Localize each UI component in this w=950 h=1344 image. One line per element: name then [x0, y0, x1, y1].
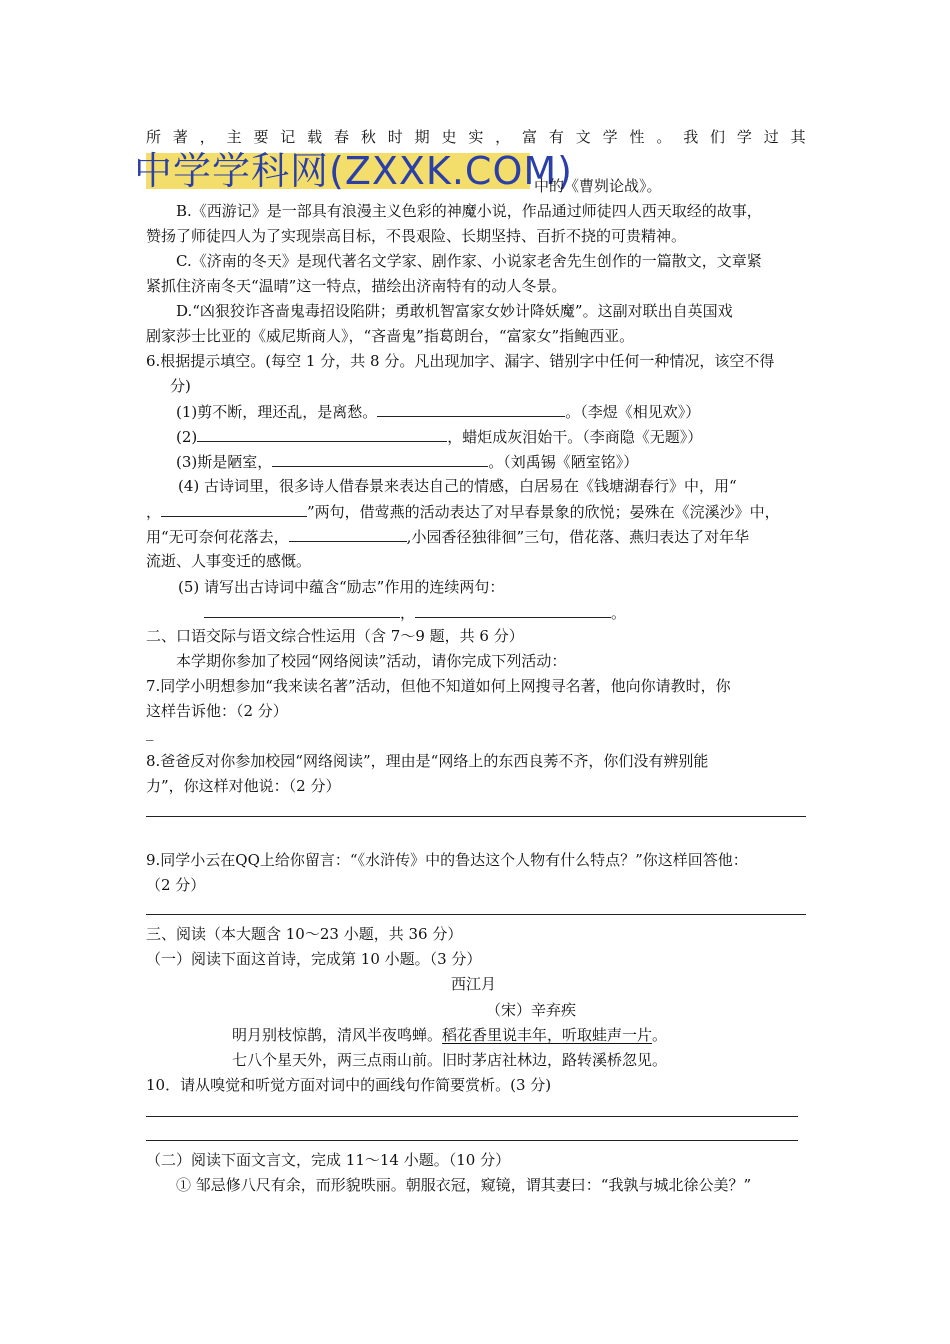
q6-item4-line3 [146, 526, 749, 547]
poem-line1-underlined: 稻花香里说丰年，听取蛙声一片 [442, 1026, 653, 1044]
option-a-char: ， [199, 128, 215, 146]
q6-item1-source: 。（李煜《相见欢》） [565, 403, 701, 421]
section2-intro: 本学期你参加了校园“网络阅读”活动，请你完成下列活动： [176, 652, 567, 670]
option-a-char: 要 [253, 128, 269, 146]
option-a-char: 们 [710, 128, 726, 146]
option-a-char: 我 [683, 128, 699, 146]
option-a-char: 时 [387, 128, 403, 146]
q10-answer-line1[interactable] [146, 1116, 798, 1117]
poem-line1-first: 明月别枝惊鹊，清风半夜鸣蝉。 [232, 1026, 443, 1044]
q6-item5-blank2[interactable] [415, 602, 611, 618]
poem-line1 [232, 1025, 667, 1045]
q6-item4-line3-tail: ,小园香径独徘徊”三句，借花落、燕归表达了对年华 [406, 528, 750, 546]
option-c-line2: 紧抓住济南冬天“温晴”这一特点，描绘出济南特有的动人冬景。 [146, 277, 567, 295]
q6-item1-blank[interactable] [377, 401, 565, 417]
section2-title: 二、口语交际与语文综合性运用（含 7～9 题，共 6 分） [146, 627, 524, 645]
poem-line1-end: 。 [652, 1026, 668, 1044]
option-a-char: 性 [629, 128, 645, 146]
option-a-char: 主 [226, 128, 242, 146]
section3-title: 三、阅读（本大题含 10～23 小题，共 36 分） [146, 925, 463, 943]
q6-item1 [176, 401, 700, 422]
option-b-line2: 赞扬了师徒四人为了实现崇高目标，不畏艰险、长期坚持、百折不挠的可贵精神。 [146, 227, 687, 245]
q8-answer-line[interactable] [146, 816, 806, 817]
q6-item3-source: 。（刘禹锡《陋室铭》） [488, 453, 639, 471]
q10-answer-line2[interactable] [146, 1140, 798, 1141]
q9-answer-line[interactable] [146, 914, 806, 915]
q7-line2: 这样告诉他：（2 分） [146, 702, 288, 720]
q6-item5-blanks [204, 602, 626, 623]
part1-instruction: （一）阅读下面这首诗，完成第 10 小题。（3 分） [146, 950, 482, 968]
q7-line1: 7.同学小明想参加“我来读名著”活动，但他不知道如何上网搜寻名著，他向你请教时，你 [146, 677, 731, 695]
q6-item3-text: (3)斯是陋室， [176, 453, 273, 471]
q6-item2-number: (2) [176, 428, 198, 446]
option-b-line1: B.《西游记》是一部具有浪漫主义色彩的神魔小说，作品通过师徒四人西天取经的故事， [176, 202, 762, 220]
watermark-logo: 中学学科网(ZXXK.COM) [134, 149, 573, 193]
option-a-char: 期 [414, 128, 430, 146]
q6-item1-text: (1)剪不断，理还乱，是离愁。 [176, 403, 378, 421]
q8-line2: 力”，你这样对他说：（2 分） [146, 777, 341, 795]
option-a-char: 史 [441, 128, 457, 146]
q6-item3-blank[interactable] [272, 451, 488, 467]
q6-item4-line2-text: ”两句，借莺燕的活动表达了对早春景象的欣悦；晏殊在《浣溪沙》中， [307, 503, 780, 521]
classical-text-para1: ① 邹忌修八尺有余，而形貌昳丽。朝服衣冠，窥镜，谓其妻曰：“我孰与城北徐公美？” [176, 1176, 752, 1194]
q9-line1: 9.同学小云在QQ上给你留言：“《水浒传》中的鲁达这个人物有什么特点？”你这样回答他： [146, 851, 748, 869]
q6-item4-line2 [146, 501, 780, 522]
option-c-line1: C.《济南的冬天》是现代著名文学家、剧作家、小说家老舍先生创作的一篇散文，文章紧 [176, 252, 762, 270]
q6-item5-end: 。 [611, 604, 627, 622]
option-a-char: ， [495, 128, 511, 146]
q6-item4-comma: ， [146, 503, 162, 521]
q6-item5-blank1[interactable] [204, 602, 400, 618]
q6-item4-line4: 流逝、人事变迁的感慨。 [146, 552, 312, 570]
q6-item2-blank[interactable] [197, 426, 447, 442]
option-a-char: 著 [172, 128, 188, 146]
part2-instruction: （二）阅读下面文言文，完成 11～14 小题。（10 分） [146, 1151, 511, 1169]
q6-item4-line3-text: 用“无可奈何花落去， [146, 528, 289, 546]
option-a-char: 所 [146, 128, 162, 146]
option-a-char: 秋 [360, 128, 376, 146]
q6-item4-blank1[interactable] [161, 501, 307, 517]
option-a-line1 [146, 127, 806, 147]
option-a-char: 学 [736, 128, 752, 146]
q10-text: 10．请从嗅觉和听觉方面对词中的画线句作简要赏析。(3 分) [146, 1076, 552, 1094]
poem-author: （宋）辛弃疾 [486, 1001, 577, 1019]
poem-title: 西江月 [451, 975, 497, 993]
poem-line2: 七八个星天外，两三点雨山前。旧时茅店社林边，路转溪桥忽见。 [232, 1051, 668, 1069]
q6-item5-line1: (5) 请写出古诗词中蕴含“励志”作用的连续两句： [178, 578, 505, 596]
q6-item4-blank2[interactable] [289, 526, 407, 542]
option-a-char: 文 [575, 128, 591, 146]
option-a-line2-tail: 中的《曹刿论战》。 [534, 177, 662, 195]
q6-instruction-line2: 分) [170, 377, 191, 395]
option-a-char: 。 [656, 128, 672, 146]
q6-item5-comma: ， [400, 604, 416, 622]
q6-instruction-line1: 6.根据提示填空。(每空 1 分，共 8 分。凡出现加字、漏字、错别字中任何一种情况，该空不得 [146, 352, 775, 370]
option-a-char: 富 [522, 128, 538, 146]
option-a-char: 记 [280, 128, 296, 146]
option-a-char: 实 [468, 128, 484, 146]
q6-item4-line1: (4) 古诗词里，很多诗人借春景来表达自己的情感，白居易在《钱塘湖春行》中，用“ [178, 477, 737, 495]
q8-line1: 8.爸爸反对你参加校园“网络阅读”，理由是“网络上的东西良莠不齐，你们没有辨别能 [146, 752, 709, 770]
q6-item2 [176, 426, 702, 447]
q6-item2-text: ，蜡炬成灰泪始干。（李商隐《无题》） [447, 428, 703, 446]
option-a-char: 有 [548, 128, 564, 146]
option-a-char: 春 [334, 128, 350, 146]
option-a-char: 载 [307, 128, 323, 146]
q6-item3 [176, 451, 638, 472]
option-d-line2: 剧家莎士比亚的《威尼斯商人》，“吝啬鬼”指葛朗台，“富家女”指鲍西亚。 [146, 327, 635, 345]
q9-line2: （2 分） [146, 876, 206, 894]
q7-answer-mark[interactable]: _ [146, 723, 154, 741]
option-a-char: 过 [763, 128, 779, 146]
option-d-line1: D.“凶狠狡诈吝啬鬼毒招设陷阱；勇敢机智富家女妙计降妖魔”。这副对联出自英国戏 [176, 302, 733, 320]
option-a-char: 学 [602, 128, 618, 146]
option-a-char: 其 [790, 128, 806, 146]
